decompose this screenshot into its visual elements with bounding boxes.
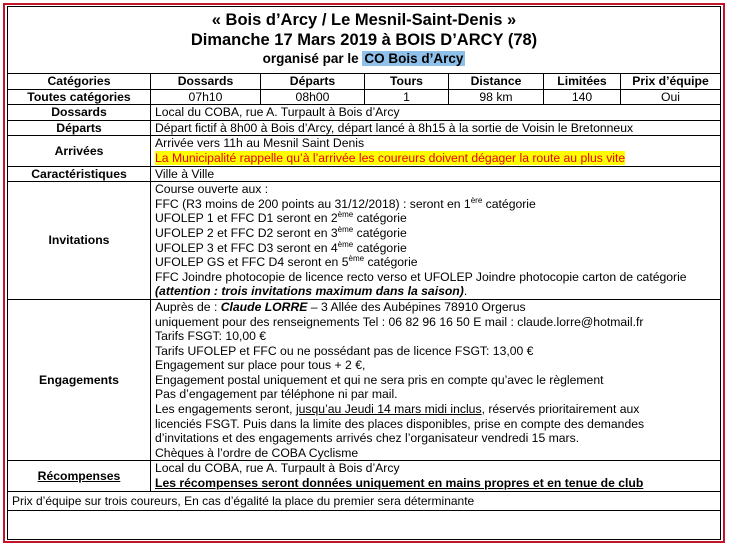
label-arrivees: Arrivées	[8, 136, 151, 166]
invitation-line: FFC Joindre photocopie de licence recto verso et UFOLEP Joindre photocopie carton de catégorie	[155, 269, 687, 284]
event-date: Dimanche 17 Mars 2019 à BOIS D’ARCY (78)	[190, 31, 538, 49]
row-invitations	[8, 182, 721, 300]
text-recompenses	[151, 461, 721, 491]
value-prix-equipe: Oui	[621, 89, 721, 105]
header-departs: Départs	[261, 74, 365, 90]
text-arrivees	[151, 136, 721, 166]
invitation-line: FFC (R3 moins de 200 points au 31/12/2018) : seront en 1ère catégorie	[155, 195, 536, 211]
header-categories: Catégories	[8, 74, 151, 90]
recompense-rule: Les récompenses seront données uniquement en mains propres et en tenue de club	[155, 476, 644, 491]
row-dossards	[8, 105, 721, 121]
invitation-limit: (attention : trois invitations maximum dans la saison).	[155, 284, 468, 299]
label-recompenses: Récompenses	[8, 461, 151, 491]
value-dossards: 07h10	[151, 89, 261, 105]
header-distance: Distance	[449, 74, 544, 90]
value-departs: 08h00	[261, 89, 365, 105]
recompense-location: Local du COBA, rue A. Turpault à Bois d’Arcy	[155, 461, 400, 476]
header-prix-equipe: Prix d’équipe	[621, 74, 721, 90]
text-dossards: Local du COBA, rue A. Turpault à Bois d’Arcy	[151, 105, 721, 121]
label-departs: Départs	[8, 120, 151, 136]
engagement-contact: Auprès de : Claude LORRE – 3 Allée des Aubépines 78910 Orgerus	[155, 299, 526, 314]
text-departs: Départ fictif à 8h00 à Bois d’Arcy, départ lancé à 8h15 à la sortie de Voisin le Bretonneux	[151, 120, 721, 136]
arrivee-warning: La Municipalité rappelle qu’à l’arrivée les coureurs doivent dégager la route au plus vite	[155, 150, 626, 165]
row-caracteristiques	[8, 166, 721, 182]
engagement-deadline: Les engagements seront, jusqu’au Jeudi 14 mars midi inclus, réservés prioritairement aux	[155, 402, 640, 417]
value-limitees: 140	[544, 89, 621, 105]
invitation-line: UFOLEP 2 et FFC D2 seront en 3ème catégorie	[155, 224, 407, 240]
text-engagements	[151, 299, 721, 461]
label-dossards: Dossards	[8, 105, 151, 121]
label-invitations: Invitations	[8, 182, 151, 300]
header-tours: Tours	[365, 74, 449, 90]
event-title: « Bois d’Arcy / Le Mesnil-Saint-Denis »	[211, 11, 517, 29]
engagement-line: d’invitations et des engagements arrivés chez l’organisateur vendredi 15 mars.	[155, 431, 580, 446]
footer-note: Prix d’équipe sur trois coureurs, En cas d’égalité la place du premier sera déterminante	[8, 491, 721, 511]
organizer-prefix: organisé par le	[262, 51, 363, 66]
engagement-line: Engagement sur place pour tous + 2 €,	[155, 358, 366, 373]
invitation-line: UFOLEP 3 et FFC D3 seront en 4ème catégorie	[155, 239, 407, 255]
table-values-row	[8, 89, 721, 105]
organizer-name: CO Bois d’Arcy	[364, 51, 464, 66]
engagement-line: Chèques à l’ordre de COBA Cyclisme	[155, 445, 359, 460]
engagement-line: Pas d’engagement par téléphone ni par mail.	[155, 387, 398, 402]
event-organizer	[7, 51, 721, 66]
race-info-table	[7, 73, 721, 511]
value-tours: 1	[365, 89, 449, 105]
row-recompenses	[8, 461, 721, 491]
label-engagements: Engagements	[8, 299, 151, 461]
engagement-line: licenciés FSGT. Puis dans la limite des places disponibles, prise en compte des demandes	[155, 416, 645, 431]
invitation-line: UFOLEP 1 et FFC D1 seront en 2ème catégorie	[155, 210, 407, 226]
engagement-line: uniquement pour des renseignements Tel : 06 82 96 16 50 E mail : claude.lorre@hotmail.fr	[155, 314, 644, 329]
row-footer	[8, 491, 721, 511]
text-invitations	[151, 182, 721, 300]
text-caracteristiques: Ville à Ville	[151, 166, 721, 182]
engagement-line: Tarifs FSGT: 10,00 €	[155, 329, 267, 344]
row-arrivees	[8, 136, 721, 166]
table-header-row	[8, 74, 721, 90]
value-distance: 98 km	[449, 89, 544, 105]
row-departs	[8, 120, 721, 136]
label-caracteristiques: Caractéristiques	[8, 166, 151, 182]
row-engagements	[8, 299, 721, 461]
engagement-line: Tarifs UFOLEP et FFC ou ne possédant pas de licence FSGT: 13,00 €	[155, 343, 534, 358]
arrivee-time: Arrivée vers 11h au Mesnil Saint Denis	[155, 136, 365, 151]
engagement-line: Engagement postal uniquement et qui ne sera pris en compte qu’avec le règlement	[155, 372, 604, 387]
value-categories: Toutes catégories	[8, 89, 151, 105]
invitation-line: Course ouverte aux :	[155, 182, 269, 197]
header-limitees: Limitées	[544, 74, 621, 90]
header-dossards: Dossards	[151, 74, 261, 90]
invitation-line: UFOLEP GS et FFC D4 seront en 5ème catégorie	[155, 254, 418, 270]
